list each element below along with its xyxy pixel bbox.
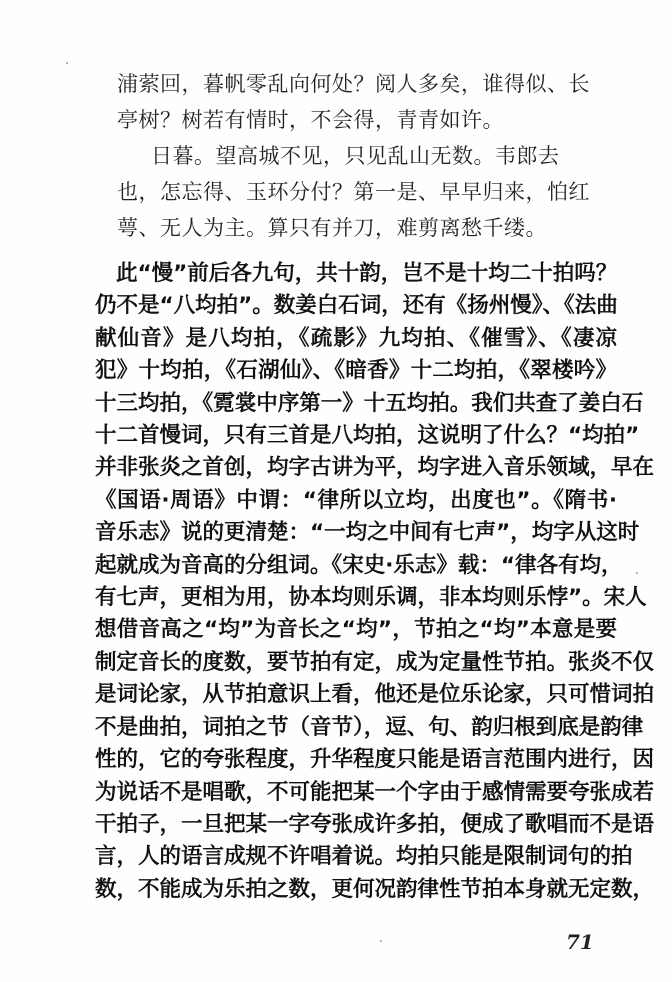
page-number: 71 [566, 930, 594, 954]
paragraph-line: 为说话不是唱歌，不可能把某一个字由于感情需要夸张成若 [95, 779, 655, 805]
paragraph-line: 性的，它的夸张程度，升华程度只能是语言范围内进行，因 [95, 747, 655, 773]
paragraph-line: 有七声，更相为用，协本均则乐调，非本均则乐悖”。宋人 [95, 585, 647, 611]
paragraph-line: 想借音高之“均”为音长之“均”，节拍之“均”本意是要 [95, 617, 617, 643]
scan-speck [66, 62, 68, 64]
poem-line: 日暮。望高城不见，只见乱山无数。韦郎去 [151, 144, 560, 168]
scan-speck [636, 572, 638, 574]
paragraph-line: 此“慢”前后各九句，共十韵，岂不是十均二十拍吗？ [116, 261, 618, 286]
paragraph-line: 制定音长的度数，要节拍有定，成为定量性节拍。张炎不仅 [95, 649, 655, 675]
paragraph-line: 音乐志》说的更清楚：“一均之中间有七声”，均字从这时 [95, 520, 640, 546]
paragraph-line: 言，人的语言成规不许唱着说。均拍只能是限制词句的拍 [95, 844, 633, 870]
paragraph-line: 数，不能成为乐拍之数，更何况韵律性节拍本身就无定数， [95, 876, 655, 902]
paragraph-line: 是词论家，从节拍意识上看，他还是位乐论家，只可惜词拍 [95, 682, 655, 708]
paragraph-line: 《国语·周语》中谓：“律所以立均，出度也”。《隋书· [95, 487, 617, 513]
scan-speck [380, 940, 382, 942]
paragraph-line: 十二首慢词，只有三首是八均拍，这说明了什么？“均拍” [95, 423, 640, 449]
poem-line: 也，怎忘得、玉环分付？第一是、早早归来，怕红 [117, 180, 590, 204]
paragraph-line: 献仙音》是八均拍，《疏影》九均拍、《催雪》、《凄凉 [95, 325, 617, 351]
body-paragraph [95, 258, 655, 906]
poem-line: 萼、无人为主。算只有并刀，难剪离愁千缕。 [117, 216, 547, 240]
paragraph-line: 不是曲拍，词拍之节（音节），逗、句、韵归根到底是韵律 [95, 714, 644, 740]
paragraph-line: 并非张炎之首创，均字古讲为平，均字进入音乐领域，早在 [95, 455, 655, 481]
paragraph-line: 犯》十均拍，《石湖仙》、《暗香》十二均拍，《翠楼吟》 [95, 358, 617, 384]
paragraph-line: 仍不是“八均拍”。数姜白石词，还有《扬州慢》、《法曲 [95, 293, 618, 319]
poem-line: 亭树？树若有情时，不会得，青青如许。 [117, 108, 504, 132]
ci-poem-excerpt [117, 66, 597, 246]
paragraph-line: 起就成为音高的分组词。《宋史·乐志》载：“律各有均， [95, 552, 623, 578]
paragraph-line: 干拍子，一旦把某一字夸张成许多拍，便成了歌唱而不是语 [95, 811, 655, 837]
paragraph-line: 十三均拍，《霓裳中序第一》十五均拍。我们共查了姜白石 [95, 390, 644, 416]
poem-line: 浦萦回，暮帆零乱向何处？阅人多矣，谁得似、长 [117, 72, 590, 96]
